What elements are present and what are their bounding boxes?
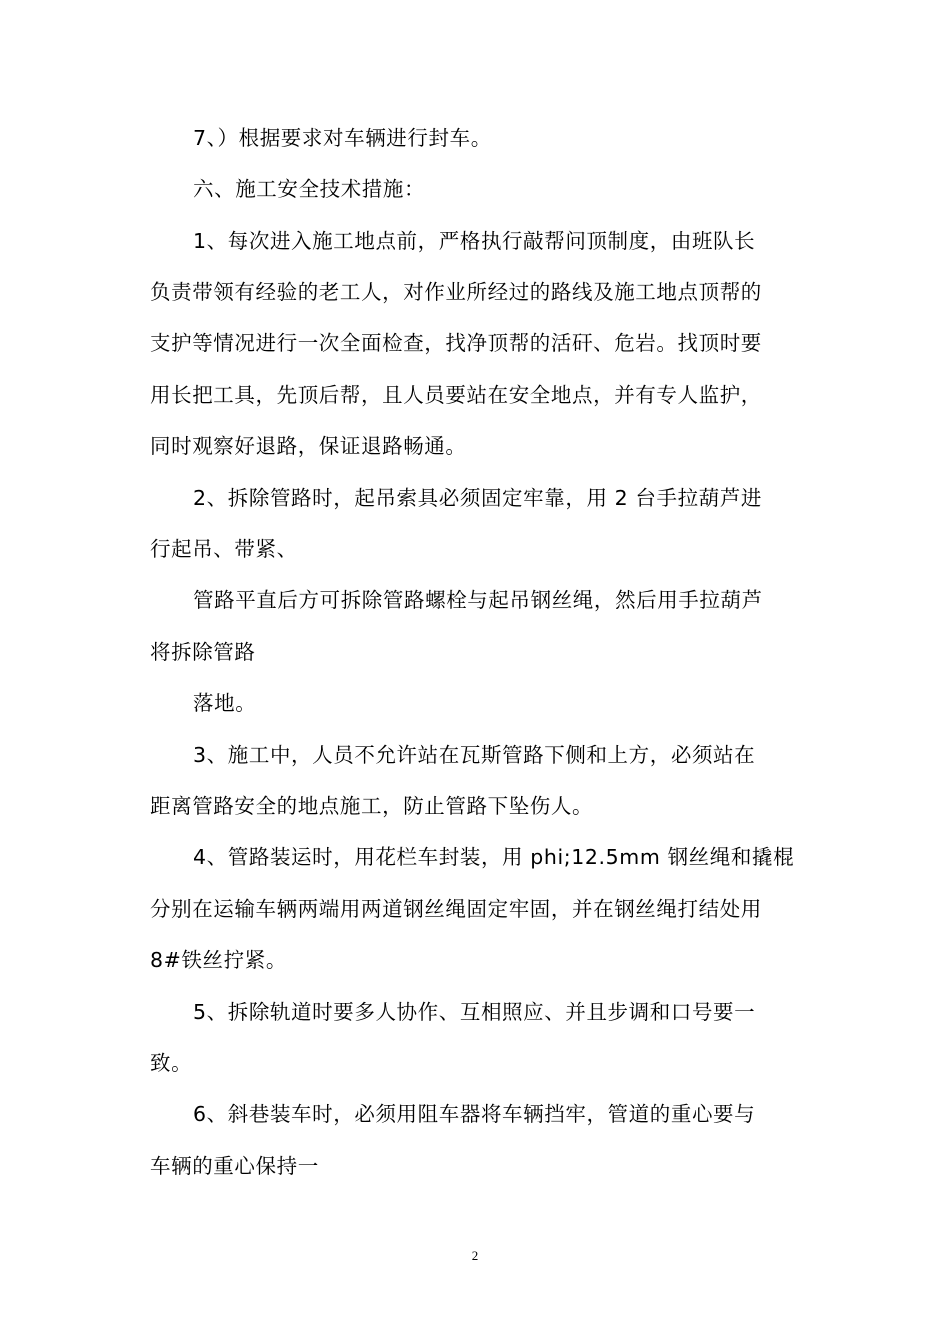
text-line: 落地。 (193, 691, 257, 715)
text-line: 7、）根据要求对车辆进行封车。 (193, 126, 492, 150)
page-number: 2 (471, 1248, 479, 1263)
text-line: 3、施工中，人员不允许站在瓦斯管路下侧和上方，必须站在 (193, 743, 756, 767)
text-line: 行起吊、带紧、 (150, 537, 298, 561)
text-line: 负责带领有经验的老工人，对作业所经过的路线及施工地点顶帮的 (150, 280, 762, 304)
text-line: 支护等情况进行一次全面检查，找净顶帮的活矸、危岩。找顶时要 (150, 331, 762, 355)
section-heading: 六、施工安全技术措施： (193, 177, 426, 201)
text-line: 同时观察好退路，保证退路畅通。 (150, 434, 467, 458)
text-line: 车辆的重心保持一 (150, 1154, 319, 1178)
text-line: 2、拆除管路时，起吊索具必须固定牢靠，用 2 台手拉葫芦进 (193, 486, 763, 510)
text-line: 将拆除管路 (150, 640, 256, 664)
text-line: 6、斜巷装车时，必须用阻车器将车辆挡牢，管道的重心要与 (193, 1102, 756, 1126)
text-line: 管路平直后方可拆除管路螺栓与起吊钢丝绳，然后用手拉葫芦 (193, 588, 763, 612)
text-line: 1、每次进入施工地点前，严格执行敲帮问顶制度，由班队长 (193, 229, 756, 253)
text-line: 4、管路装运时，用花栏车封装，用 phi;12.5mm 钢丝绳和撬棍 (193, 845, 795, 869)
text-line: 距离管路安全的地点施工，防止管路下坠伤人。 (150, 794, 594, 818)
text-line: 8#铁丝拧紧。 (150, 948, 287, 972)
text-line: 分别在运输车辆两端用两道钢丝绳固定牢固，并在钢丝绳打结处用 (150, 897, 762, 921)
text-line: 用长把工具，先顶后帮，且人员要站在安全地点，并有专人监护， (150, 383, 762, 407)
text-line: 致。 (150, 1051, 193, 1075)
text-line: 5、拆除轨道时要多人协作、互相照应、并且步调和口号要一 (193, 1000, 756, 1024)
